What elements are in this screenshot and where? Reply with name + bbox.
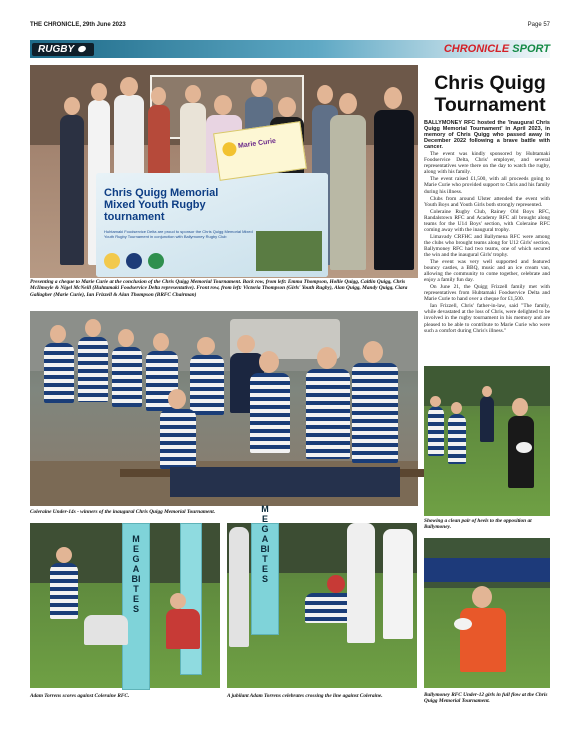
caption-jubilant: A jubilant Adam Torrens celebrates crossing the line against Coleraine. <box>227 693 383 699</box>
article-body <box>424 120 550 335</box>
article-paragraph: On June 21, the Quigg Frizzell family met with representatives from Hubtamaki Foodservice Delta and Marie Curie to hand over a cheque for £1,500. <box>424 284 550 303</box>
photo-adam-scores <box>30 523 220 688</box>
brand-logo <box>444 43 550 55</box>
daffodil-icon <box>222 141 238 157</box>
caption-heels: Showing a clean pair of heels to the opposition at Ballymoney. <box>424 518 532 531</box>
banner-photo <box>256 231 322 271</box>
title-line-2: Tournament <box>434 94 546 116</box>
photo-heels <box>424 366 550 516</box>
caption-girls: Ballymoney RFC Under-12 girls in full flow at the Chris Quigg Memorial Tournament. <box>424 692 548 705</box>
caption-scores: Adam Torrens scores against Coleraine RFC. <box>30 693 130 699</box>
tournament-banner <box>96 173 328 277</box>
caption-group: Presenting a cheque to Marie Curie at the conclusion of the Chris Quigg Memorial Tournament. Back row, from left: Emma Thompson, Hollie Quigg, Caitlin Quigg, Chris McIlmoyle & Nigel McNeill (Huhtamaki Foodservice Delta representative). Front row, from left: Victoria Thompson (Girls' Youth Rugby), Alan Quigg, Mandy Quigg, Ciara Gallagher (Marie Curie), Ian Frizzell & Alan Thompson (BRFC Chairman) <box>30 279 408 298</box>
rugby-ball-icon <box>454 618 472 630</box>
post-text: MEGABITES <box>131 534 141 614</box>
banner-subtitle: Huhtamaki Foodservice Delta are proud to sponsor the Chris Quigg Memorial Mixed Youth Rugby Tournament in conjunction with Ballymoney Rugby Club <box>104 229 253 239</box>
title-line-1: Chris Quigg <box>434 72 546 94</box>
photo-girls-full-flow <box>424 538 550 688</box>
article-paragraph: The event was very well supported and featured bouncy castles, a BBQ, music and an ice cream van, allowing the community to come together, celebrate and enjoy a family fun day. <box>424 259 550 284</box>
publication-line: THE CHRONICLE, 29th June 2023 <box>30 22 126 28</box>
sponsor-logo <box>148 253 164 269</box>
photo-group-cheque <box>30 65 418 278</box>
gabites-post <box>251 504 279 635</box>
article-paragraph: Clubs from around Ulster attended the event with Youth Boys and Youth Girls both strongly represented. <box>424 195 550 208</box>
article-lead: BALLYMONEY RFC hosted the 'Inaugural Chris Quigg Memorial Tournament' in April 2023, in memory of Chris Quigg who passed away in December 2022 following a brave battle with cancer. <box>424 120 550 151</box>
caption-team: Coleraine Under-14s - winners of the inaugural Chris Quigg Memorial Tournament. <box>30 509 216 515</box>
article-paragraph: Ian Frizzell, Chris' father-in-law, said "The family, while devastated at the loss of Chris, were delighted to be involved in the rugby tournament in his memory and are pleased to be able to contribute to Marie Curie who were such a comfort during Chris's illness." <box>424 303 550 334</box>
article-paragraph: Limavady CRFHC and Ballymena RFC were among the clubs who brought teams along for U12 Girls' section, Ballymoney RFC had two teams, one of which secured the win and the inaugural Girls' trophy. <box>424 233 550 258</box>
club-logo <box>126 253 142 269</box>
rugby-ball-icon <box>77 45 87 53</box>
section-label: RUGBY <box>38 44 75 55</box>
brand-word-1: CHRONICLE <box>443 43 510 55</box>
article-title <box>426 72 554 116</box>
brand-word-2: SPORT <box>512 43 550 55</box>
page-number: Page 57 <box>527 22 550 28</box>
post-text-2: MEGABITES <box>260 504 270 584</box>
article-paragraph: The event raised £1,500, with all proceeds going to Marie Curie who provided support to Chris and his family during his illness. <box>424 176 550 195</box>
cheque-logo-text: Marie Curie <box>237 137 277 150</box>
banner-title: Chris Quigg Memorial Mixed Youth Rugby tournament <box>104 187 219 223</box>
photo-adam-jubilant <box>227 504 417 688</box>
sponsor-board <box>424 558 550 582</box>
photo-coleraine-team <box>30 311 418 506</box>
article-paragraph: The event was kindly sponsored by Hubtamaki Foodservice Delta, Chris' employer, and several representatives were there on the day to watch the rugby, along with his family. <box>424 151 550 176</box>
article-paragraph: Coleraine Rugby Club, Rainey Old Boys RFC, Randalstown RFC and Academy RFC all brought along teams for the U14 Boys' section, with Coleraine RFC coming away with the inaugural trophy. <box>424 208 550 233</box>
rugby-ball-icon <box>516 442 532 453</box>
section-tag <box>32 43 94 56</box>
megabites-post <box>122 523 150 690</box>
marie-curie-logo <box>104 253 120 269</box>
